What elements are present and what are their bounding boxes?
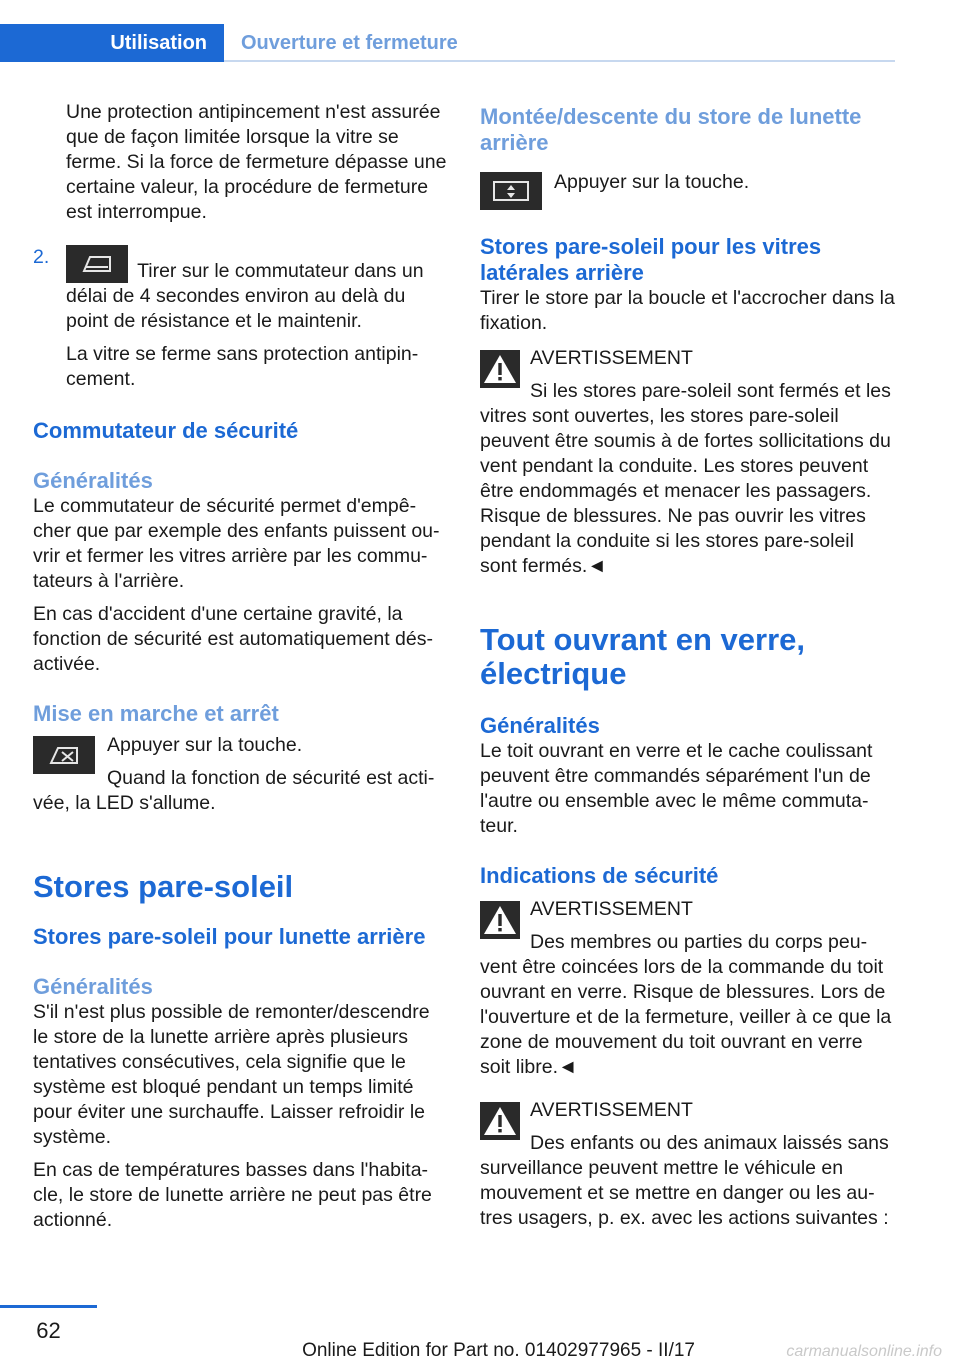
warning-block-3 — [480, 1098, 896, 1231]
running-header — [0, 24, 895, 62]
warning-block-2 — [480, 897, 896, 1080]
warning-title-1: AVERTISSEMENT — [530, 347, 693, 369]
antipinch-paragraph: Une protection antipincement n'est assurée que de façon limitée lorsque la vitre se ferme. Si la force de fermeture dépasse une certaine valeur, la procédure de fermeture est interrompue. — [66, 101, 447, 223]
left-column — [33, 100, 447, 1233]
footer-rule — [0, 1305, 97, 1308]
press-button-text: Appuyer sur la touche. — [107, 734, 303, 756]
general-paragraph-1b: En cas d'accident d'une certaine gravité, la fonction de sécurité est automatiquement désactivée. — [33, 603, 433, 675]
right-column — [480, 104, 896, 1231]
general-paragraph-right: Le toit ouvrant en verre et le cache coulissant peuvent être commandés séparément l'un de l'autre ou ensemble avec le même commutateur. — [480, 740, 873, 837]
warning-block-1 — [480, 346, 896, 579]
side-blinds-paragraph: Tirer le store par la boucle et l'accrocher dans la fixation. — [480, 287, 895, 334]
edition-note: Online Edition for Part no. 01402977965 - II/17 — [302, 1340, 695, 1361]
general-paragraph-2b: En cas de températures basses dans l'habitacle, le store de lunette arrière ne peut pas être actionné. — [33, 1159, 432, 1231]
heading-on-off: Mise en marche et arrêt — [33, 701, 279, 726]
header-rule — [224, 60, 895, 62]
page-number: 62 — [36, 1318, 61, 1343]
list-number: 2. — [33, 246, 50, 268]
general-paragraph-2a: S'il n'est plus possible de remonter/descendre le store de la lunette arrière après plusieurs tentatives consécutives, cela signifie que le système est bloqué pendant un temps limité pour éviter une surchauffe. Laisser refroidir le système. — [33, 1001, 430, 1148]
warning-text-2: Des membres ou parties du corps peuvent être coincées lors de la commande du toit ouvrant en verre. Risque de blessures. Lors de l'ouverture et de la fermeture, veiller à ce que la zone de mouvement du toit ouvrant en verre soit libre.◄ — [480, 931, 892, 1078]
list-item-2 — [33, 245, 447, 392]
press-button-text-right: Appuyer sur la touche. — [554, 171, 750, 193]
heading-safety-indications: Indications de sécurité — [480, 863, 719, 888]
warning-text-1: Si les stores pare-soleil sont fermés et les vitres sont ouvertes, les stores pare-soleil peuvent être soumis à de fortes sollicitations du vent pendant la conduite. Les stores peuvent être endommagés et menacer les passagers. Risque de blessures. Ne pas ouvrir les vitres pendant la conduite si les stores pare-soleil sont fermés.◄ — [480, 380, 891, 577]
heading-glass-roof: Tout ouvrant en verre, électrique — [480, 622, 805, 691]
warning-text-3: Des enfants ou des animaux laissés sans surveillance peuvent mettre le véhicule en mouvement et se mettre en danger ou les autres usagers, p. ex. avec les actions suivantes : — [480, 1132, 889, 1229]
section-tab-utilisation: Utilisation — [0, 24, 224, 62]
warning-title-3: AVERTISSEMENT — [530, 1099, 693, 1121]
warning-title-2: AVERTISSEMENT — [530, 898, 693, 920]
heading-general-right: Généralités — [480, 713, 600, 738]
heading-side-window-blinds: Stores pare-soleil pour les vitres latérales arrière — [480, 234, 822, 285]
heading-raise-lower-blind: Montée/descente du store de lunette arrière — [480, 104, 862, 155]
list-item-text: Tirer sur le commutateur dans un délai de 4 secondes environ au delà du point de résistance et le maintenir. — [66, 260, 424, 332]
heading-general-2: Généralités — [33, 974, 153, 999]
rear-blind-button-icon — [480, 172, 542, 210]
list-item-note: La vitre se ferme sans protection antipincement. — [66, 343, 419, 390]
warning-triangle-icon — [480, 350, 520, 388]
raise-lower-block — [480, 170, 896, 214]
heading-general-1: Généralités — [33, 468, 153, 493]
chapter-tab: Ouverture et fermeture — [241, 31, 458, 54]
warning-triangle-icon — [480, 901, 520, 939]
warning-triangle-icon — [480, 1102, 520, 1140]
heading-rear-window-blind: Stores pare-soleil pour lunette arrière — [33, 924, 426, 949]
general-paragraph-1a: Le commutateur de sécurité permet d'empêcher que par exemple des enfants puissent ouvrir et fermer les vitres arrière par les commutateurs à l'arrière. — [33, 495, 440, 592]
heading-safety-switch: Commutateur de sécurité — [33, 418, 299, 443]
safety-switch-icon — [33, 736, 95, 774]
window-switch-icon — [66, 245, 128, 283]
on-off-block — [33, 733, 447, 816]
watermark: carmanualsonline.info — [786, 1343, 942, 1360]
heading-sunblinds: Stores pare-soleil — [33, 869, 294, 904]
led-text: Quand la fonction de sécurité est activée, la LED s'allume. — [33, 767, 435, 814]
